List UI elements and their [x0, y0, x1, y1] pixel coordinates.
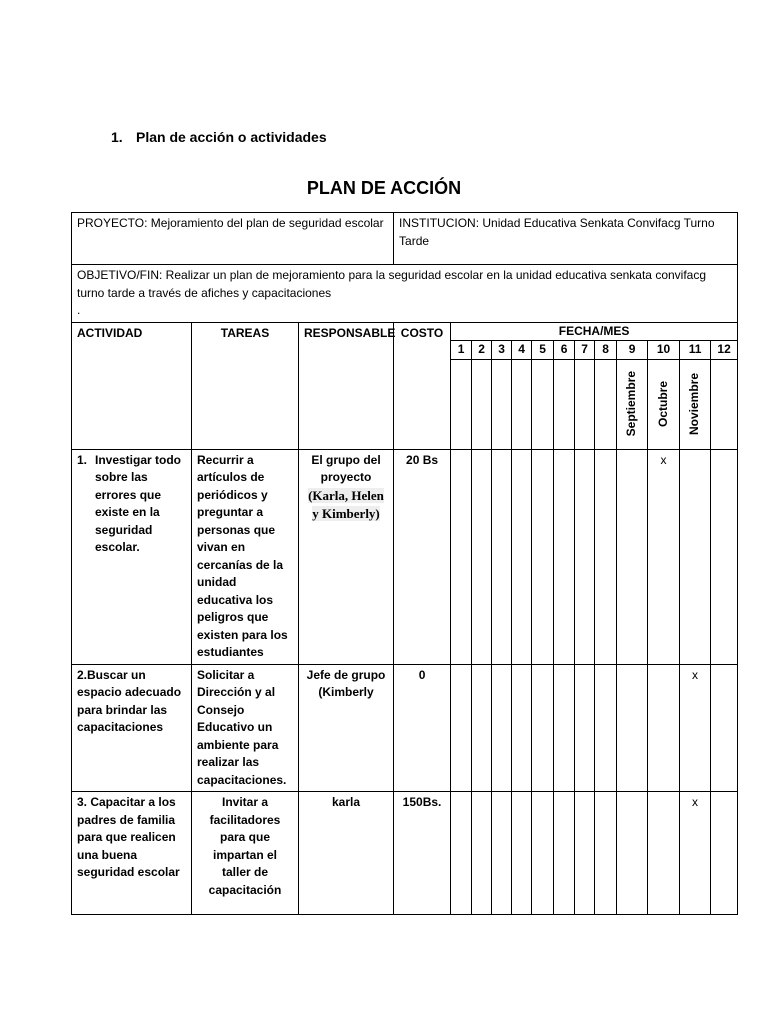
- month-name-septiembre: Septiembre: [624, 371, 639, 437]
- actividad-text: Investigar todo sobre las errores que existe en la seguridad escolar.: [95, 452, 182, 554]
- section-number: 1.: [111, 129, 123, 145]
- month-name-octubre: Octubre: [655, 380, 670, 427]
- table-row: [72, 664, 738, 792]
- month-number: 10: [648, 341, 680, 360]
- header-fecha-mes: FECHA/MES: [451, 322, 738, 341]
- objetivo-row: [72, 265, 738, 323]
- page-title: PLAN DE ACCIÓN: [306, 178, 462, 198]
- schedule-mark: x: [680, 792, 711, 915]
- month-number: 12: [711, 341, 738, 360]
- tareas-cell: Recurrir a artículos de periódicos y preguntar a personas que vivan en cercanías de la unidad educativa los peligros que existen para los estudiantes: [192, 449, 299, 664]
- table-row: [72, 449, 738, 664]
- month-number: 9: [617, 341, 648, 360]
- costo-cell: 20 Bs: [394, 449, 451, 664]
- responsable-cell: karla: [299, 792, 394, 915]
- table-row: [72, 792, 738, 915]
- month-number: 2: [472, 341, 492, 360]
- month-number: 3: [492, 341, 512, 360]
- header-row: [72, 322, 738, 341]
- month-number: 1: [451, 341, 472, 360]
- header-costo: COSTO: [394, 322, 451, 449]
- section-heading-text: Plan de acción o actividades: [136, 129, 327, 145]
- header-tareas: TAREAS: [192, 322, 299, 449]
- responsable-text: El grupo del proyecto: [311, 452, 381, 484]
- institucion-cell: INSTITUCION: Unidad Educativa Senkata Convifacg Turno Tarde: [394, 213, 738, 265]
- tareas-cell: Invitar a facilitadores para que impartan el taller de capacitación: [192, 792, 299, 915]
- month-number: 11: [680, 341, 711, 360]
- month-number: 6: [554, 341, 575, 360]
- month-name-noviembre: Noviembre: [687, 372, 702, 436]
- proyecto-cell: PROYECTO: Mejoramiento del plan de seguridad escolar: [72, 213, 394, 265]
- month-number: 7: [575, 341, 595, 360]
- action-plan-table: [71, 212, 738, 915]
- objetivo-trailing: .: [77, 303, 81, 317]
- costo-cell: 0: [394, 664, 451, 792]
- actividad-number: 1.: [77, 452, 88, 467]
- responsable-extra: (Karla, Helen y Kimberly): [308, 487, 384, 521]
- header-responsable: RESPONSABLE: [299, 322, 394, 449]
- project-row: [72, 213, 738, 265]
- actividad-cell: [72, 449, 192, 664]
- objetivo-cell: [72, 265, 738, 323]
- month-number: 8: [595, 341, 617, 360]
- month-number: 5: [532, 341, 554, 360]
- responsable-cell: Jefe de grupo (Kimberly: [299, 664, 394, 792]
- schedule-mark: x: [680, 664, 711, 792]
- actividad-cell: 2.Buscar un espacio adecuado para brindar las capacitaciones: [72, 664, 192, 792]
- section-heading: [111, 129, 327, 145]
- objetivo-text: OBJETIVO/FIN: Realizar un plan de mejoramiento para la seguridad escolar en la unidad educativa senkata convifacg turno tarde a través de afiches y capacitaciones: [77, 268, 707, 300]
- actividad-cell: 3. Capacitar a los padres de familia para que realicen una buena seguridad escolar: [72, 792, 192, 915]
- month-number: 4: [512, 341, 532, 360]
- responsable-cell: [299, 449, 394, 664]
- schedule-mark: x: [648, 449, 680, 664]
- costo-cell: 150Bs.: [394, 792, 451, 915]
- tareas-cell: Solicitar a Dirección y al Consejo Educativo un ambiente para realizar las capacitaciones.: [192, 664, 299, 792]
- header-actividad: ACTIVIDAD: [72, 322, 192, 449]
